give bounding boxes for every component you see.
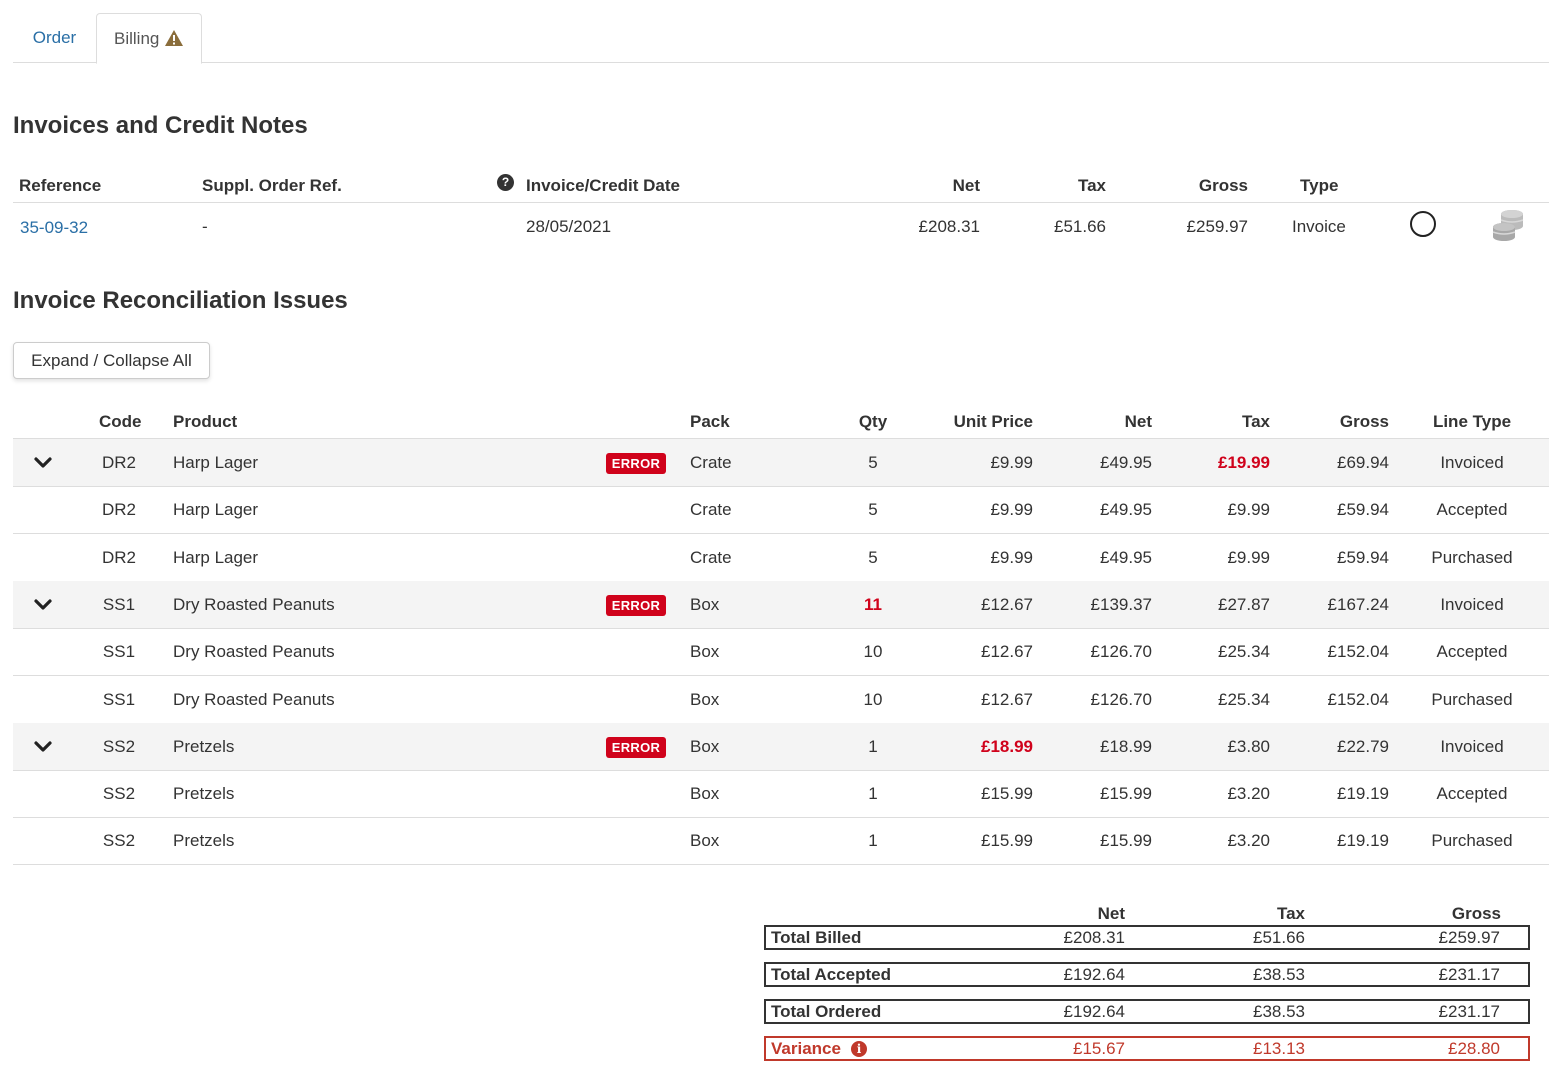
col-suppl-order-ref: Suppl. Order Ref. — [202, 176, 342, 195]
row-code: SS1 — [102, 642, 136, 662]
row-tax: £25.34 — [1218, 689, 1270, 709]
col-code: Code — [99, 412, 142, 431]
row-line-type: Purchased — [1431, 547, 1513, 567]
row-product: Dry Roasted Peanuts — [173, 689, 335, 709]
row-unit-price: £15.99 — [981, 831, 1033, 851]
row-gross: £59.94 — [1337, 547, 1389, 567]
totals-label: Variance — [771, 1039, 841, 1058]
table-row — [13, 486, 1549, 534]
tab-billing[interactable] — [96, 13, 202, 64]
row-code: SS2 — [102, 831, 136, 851]
error-badge: ERROR — [606, 595, 666, 616]
totals-label: Total Ordered — [771, 1002, 882, 1021]
error-badge: ERROR — [606, 453, 666, 474]
row-unit-price: £12.67 — [981, 689, 1033, 709]
row-code: SS1 — [102, 689, 136, 709]
totals-net: £192.64 — [1063, 965, 1125, 984]
row-tax: £27.87 — [1218, 594, 1270, 614]
invoices-title: Invoices and Credit Notes — [13, 112, 308, 139]
totals-tax: £38.53 — [1253, 965, 1305, 984]
totals-gross: £231.17 — [1438, 965, 1500, 984]
row-product: Harp Lager — [173, 547, 259, 567]
totals-gross: £231.17 — [1438, 1002, 1500, 1021]
col-reference: Reference — [19, 176, 102, 195]
row-pack: Box — [690, 831, 720, 851]
divider — [13, 202, 1549, 203]
row-unit-price: £18.99 — [981, 736, 1033, 756]
invoice-reference-link[interactable]: 35-09-32 — [20, 218, 89, 237]
row-product: Dry Roasted Peanuts — [173, 594, 335, 614]
row-pack: Crate — [690, 547, 732, 567]
col-gross: Gross — [1198, 176, 1248, 195]
totals-gross: £28.80 — [1448, 1039, 1500, 1058]
row-code: SS2 — [102, 784, 136, 804]
row-net: £18.99 — [1100, 736, 1152, 756]
row-product: Pretzels — [173, 736, 235, 756]
col-net: Net — [952, 176, 980, 195]
row-pack: Box — [690, 736, 720, 756]
row-gross: £19.19 — [1337, 831, 1389, 851]
table-row — [13, 439, 1549, 487]
row-gross: £22.79 — [1337, 736, 1389, 756]
row-net: £49.95 — [1100, 500, 1152, 520]
row-unit-price: £9.99 — [990, 500, 1033, 520]
col-net: Net — [1124, 412, 1152, 431]
row-line-type: Invoiced — [1440, 736, 1504, 756]
row-gross: £167.24 — [1327, 594, 1389, 614]
row-tax: £3.80 — [1227, 736, 1270, 756]
invoice-suppl-ref: - — [202, 217, 208, 236]
col-type: Type — [1300, 176, 1339, 195]
col-tax: Tax — [1241, 412, 1270, 431]
totals-tax: £13.13 — [1253, 1039, 1305, 1058]
table-row — [13, 581, 1549, 629]
totals-net: £192.64 — [1063, 1002, 1125, 1021]
chevron-down-icon[interactable] — [33, 453, 53, 473]
invoice-date: 28/05/2021 — [526, 217, 612, 236]
tab-order-label: Order — [32, 28, 77, 47]
row-line-type: Accepted — [1436, 784, 1508, 804]
row-tax: £25.34 — [1218, 642, 1270, 662]
totals-row — [764, 925, 1530, 950]
row-tax: £19.99 — [1218, 453, 1270, 472]
row-gross: £59.94 — [1337, 500, 1389, 520]
table-row — [13, 770, 1549, 818]
row-pack: Crate — [690, 453, 732, 472]
row-code: DR2 — [101, 547, 136, 567]
chevron-down-icon[interactable] — [33, 737, 53, 757]
invoice-type: Invoice — [1292, 217, 1346, 236]
invoice-gross: £259.97 — [1186, 217, 1248, 236]
totals-col-net: Net — [1097, 904, 1125, 923]
row-product: Pretzels — [173, 831, 235, 851]
totals-col-tax: Tax — [1276, 904, 1305, 923]
error-badge: ERROR — [606, 737, 666, 758]
row-gross: £152.04 — [1327, 642, 1389, 662]
row-net: £49.95 — [1100, 453, 1152, 472]
totals-row — [764, 999, 1530, 1024]
row-line-type: Accepted — [1436, 500, 1508, 520]
table-row — [13, 676, 1549, 724]
row-tax: £9.99 — [1227, 547, 1270, 567]
col-tax: Tax — [1077, 176, 1106, 195]
row-qty: 5 — [868, 453, 878, 472]
totals-row — [764, 962, 1530, 987]
col-product: Product — [173, 412, 238, 431]
totals-col-gross: Gross — [1451, 904, 1501, 923]
row-gross: £69.94 — [1337, 453, 1389, 472]
row-qty: 5 — [868, 500, 878, 520]
col-gross: Gross — [1339, 412, 1389, 431]
col-qty: Qty — [858, 412, 888, 431]
row-unit-price: £9.99 — [990, 453, 1033, 472]
row-product: Harp Lager — [173, 500, 259, 520]
totals-tax: £38.53 — [1253, 1002, 1305, 1021]
row-line-type: Purchased — [1431, 831, 1513, 851]
row-qty: 1 — [868, 736, 878, 756]
row-net: £139.37 — [1090, 594, 1152, 614]
row-net: £126.70 — [1090, 642, 1152, 662]
help-icon[interactable]: ? — [497, 174, 514, 191]
col-invoice-date: Invoice/Credit Date — [526, 176, 680, 195]
col-line-type: Line Type — [1432, 412, 1512, 431]
totals-label: Total Billed — [771, 928, 862, 947]
info-icon[interactable]: i — [851, 1041, 867, 1057]
row-product: Dry Roasted Peanuts — [173, 642, 335, 662]
row-unit-price: £12.67 — [981, 642, 1033, 662]
row-code: DR2 — [101, 453, 136, 472]
row-code: SS2 — [102, 736, 136, 756]
row-code: SS1 — [102, 594, 136, 614]
totals-net: £15.67 — [1073, 1039, 1125, 1058]
row-line-type: Accepted — [1436, 642, 1508, 662]
row-qty: 1 — [868, 831, 878, 851]
row-product: Harp Lager — [173, 453, 259, 472]
row-unit-price: £15.99 — [981, 784, 1033, 804]
row-pack: Box — [690, 689, 720, 709]
tab-order[interactable] — [13, 13, 96, 62]
coins-icon[interactable] — [1490, 207, 1526, 243]
row-qty: 11 — [864, 594, 882, 614]
invoice-tax: £51.66 — [1054, 217, 1106, 236]
tab-billing-label: Billing — [114, 29, 160, 48]
row-qty: 1 — [868, 784, 878, 804]
reconciliation-title: Invoice Reconciliation Issues — [13, 287, 348, 314]
table-row — [13, 628, 1549, 676]
row-line-type: Invoiced — [1440, 594, 1504, 614]
row-tax: £3.20 — [1227, 784, 1270, 804]
status-circle-icon[interactable] — [1410, 211, 1436, 237]
chevron-down-icon[interactable] — [33, 595, 53, 615]
row-code: DR2 — [101, 500, 136, 520]
table-row — [13, 723, 1549, 771]
row-line-type: Purchased — [1431, 689, 1513, 709]
row-pack: Box — [690, 784, 720, 804]
row-net: £126.70 — [1090, 689, 1152, 709]
row-unit-price: £9.99 — [990, 547, 1033, 567]
row-tax: £3.20 — [1227, 831, 1270, 851]
row-net: £15.99 — [1100, 784, 1152, 804]
totals-gross: £259.97 — [1438, 928, 1500, 947]
table-row — [13, 817, 1549, 865]
row-gross: £19.19 — [1337, 784, 1389, 804]
totals-tax: £51.66 — [1253, 928, 1305, 947]
row-qty: 10 — [863, 689, 883, 709]
row-pack: Box — [690, 642, 720, 662]
row-pack: Crate — [690, 500, 732, 520]
row-net: £15.99 — [1100, 831, 1152, 851]
invoice-net: £208.31 — [918, 217, 980, 236]
row-qty: 10 — [863, 642, 883, 662]
tab-bar — [13, 13, 1549, 63]
warning-icon — [164, 29, 184, 47]
row-qty: 5 — [868, 547, 878, 567]
row-net: £49.95 — [1100, 547, 1152, 567]
row-tax: £9.99 — [1227, 500, 1270, 520]
row-gross: £152.04 — [1327, 689, 1389, 709]
col-pack: Pack — [690, 412, 730, 431]
variance-row — [764, 1036, 1530, 1061]
row-product: Pretzels — [173, 784, 235, 804]
row-pack: Box — [690, 594, 720, 614]
table-row — [13, 534, 1549, 582]
totals-net: £208.31 — [1063, 928, 1125, 947]
col-unit-price: Unit Price — [953, 412, 1033, 431]
expand-collapse-all-button[interactable]: Expand / Collapse All — [13, 342, 210, 379]
totals-label: Total Accepted — [771, 965, 891, 984]
row-unit-price: £12.67 — [981, 594, 1033, 614]
row-line-type: Invoiced — [1440, 453, 1504, 472]
